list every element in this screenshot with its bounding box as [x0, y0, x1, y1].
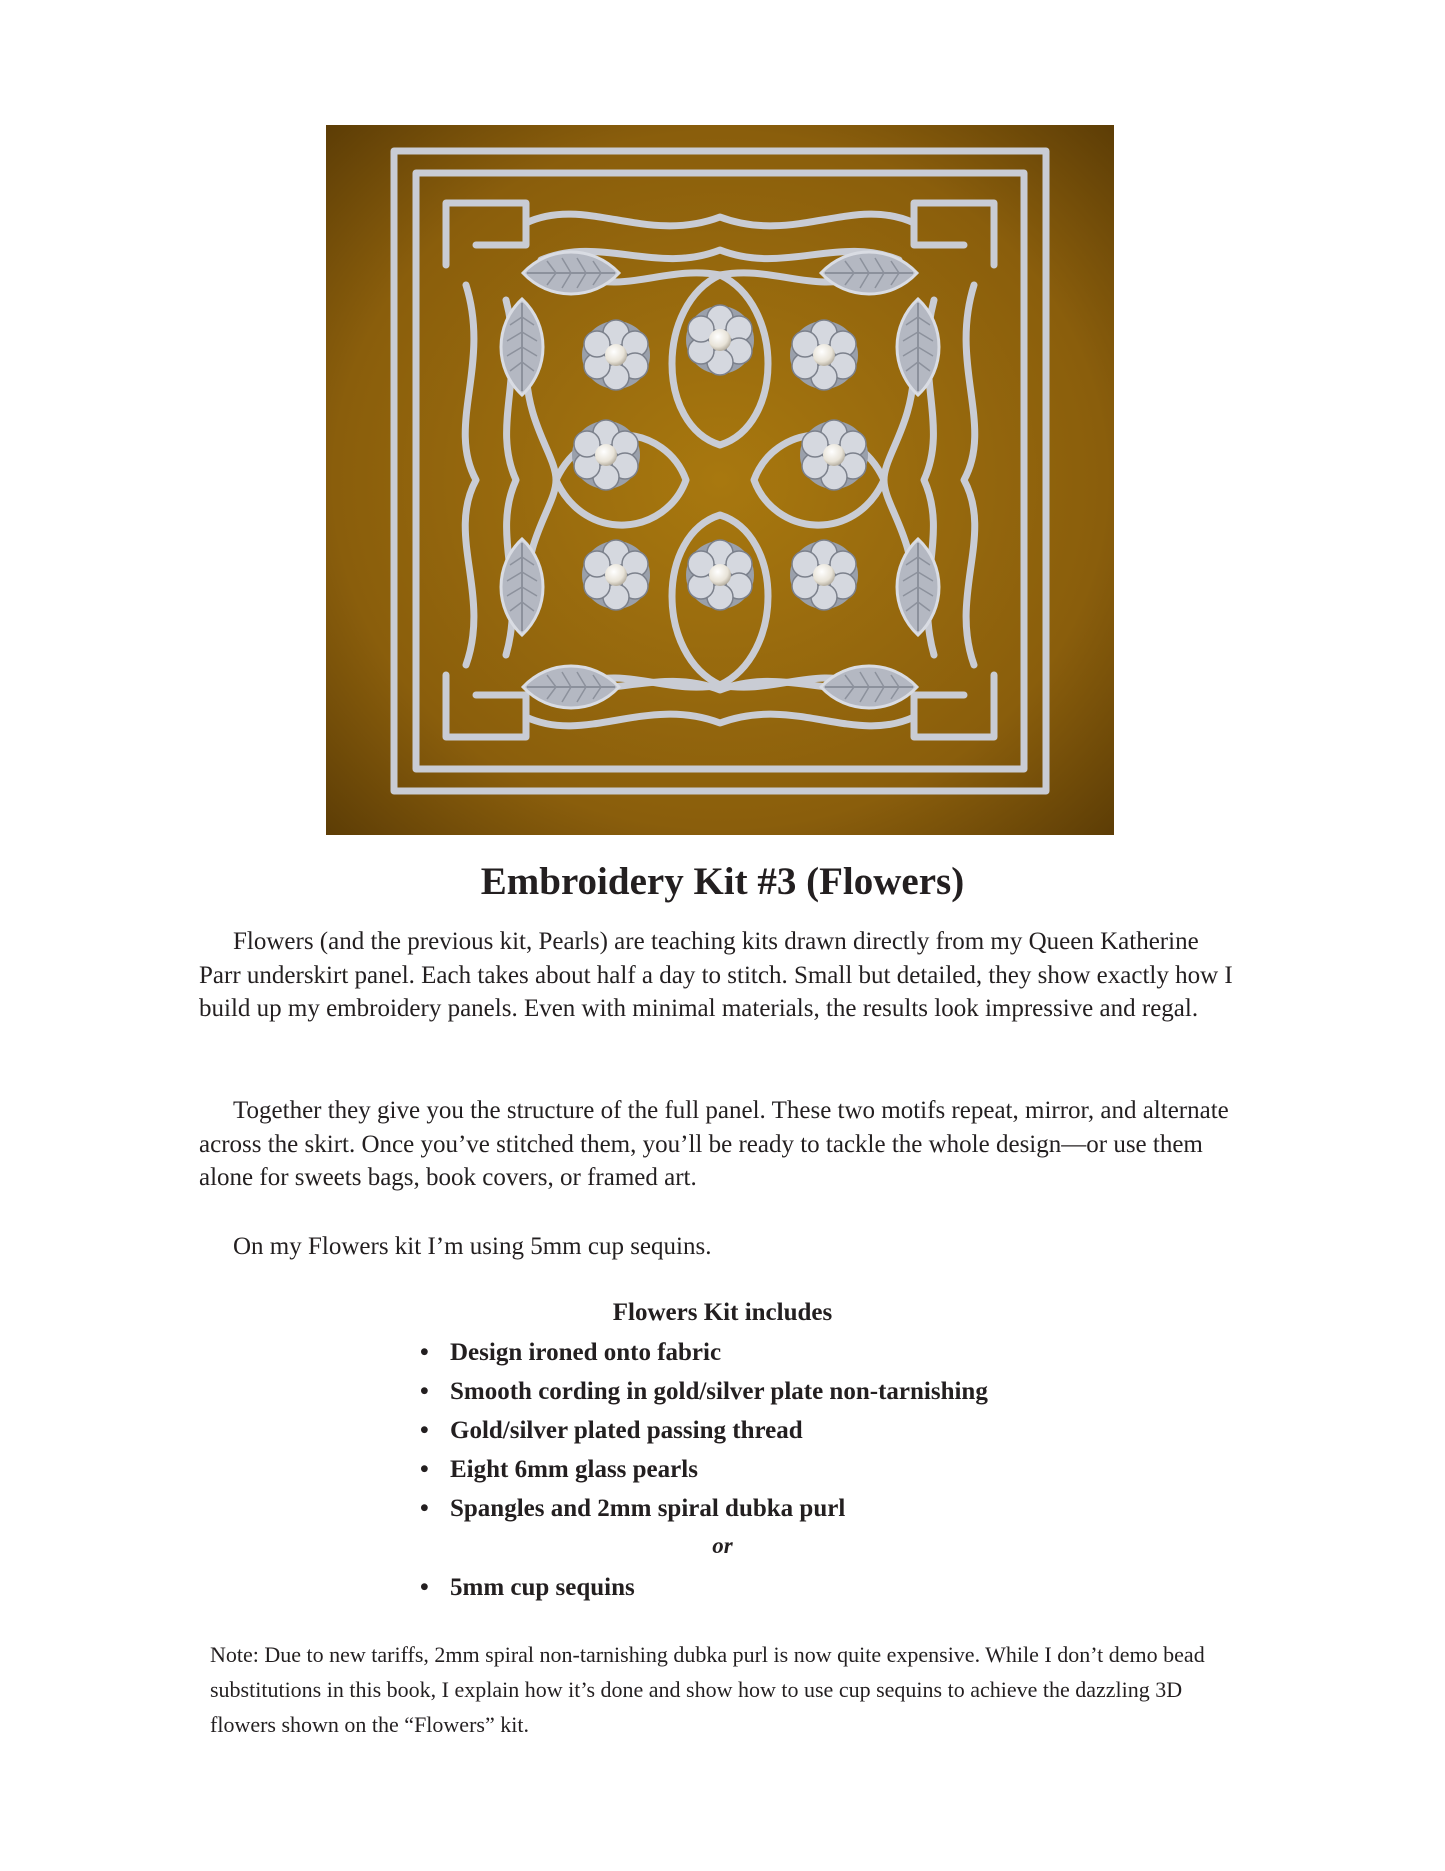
or-separator: or [712, 1533, 733, 1558]
sequins-paragraph: On my Flowers kit I’m using 5mm cup sequins. [233, 1233, 712, 1260]
list-item: • Gold/silver plated passing thread [420, 1411, 988, 1450]
kit-list-heading: Flowers Kit includes [612, 1299, 833, 1326]
intro-paragraph: Flowers (and the previous kit, Pearls) are teaching kits drawn directly from my Queen Katherine Parr underskirt panel. Each takes about half a day to stitch. Small but detailed, they show exactly how I build up my embroidery panels. Even with minimal materials, the results look impressive and regal. [199, 928, 1233, 1022]
page-title: Embroidery Kit #3 (Flowers) [480, 860, 965, 903]
kit-alt-items-list [420, 1568, 635, 1607]
tariff-note: Note: Due to new tariffs, 2mm spiral non-tarnishing dubka purl is now quite expensive. While I don’t demo bead substitutions in this book, I explain how it’s done and show how to use cup sequins to achieve the dazzling 3D flowers shown on the “Flowers” kit. [210, 1642, 1205, 1737]
list-item: • Eight 6mm glass pearls [420, 1450, 988, 1489]
list-item: • 5mm cup sequins [420, 1568, 635, 1607]
embroidery-photo [326, 125, 1114, 835]
structure-paragraph: Together they give you the structure of the full panel. These two motifs repeat, mirror, and alternate across the skirt. Once you’ve stitched them, you’ll be ready to tackle the whole design—or use them alone for sweets bags, book covers, or framed art. [199, 1097, 1229, 1191]
list-item: • Design ironed onto fabric [420, 1333, 988, 1372]
list-item: • Smooth cording in gold/silver plate non-tarnishing [420, 1372, 988, 1411]
list-item: • Spangles and 2mm spiral dubka purl [420, 1489, 988, 1528]
kit-items-list [420, 1333, 988, 1528]
